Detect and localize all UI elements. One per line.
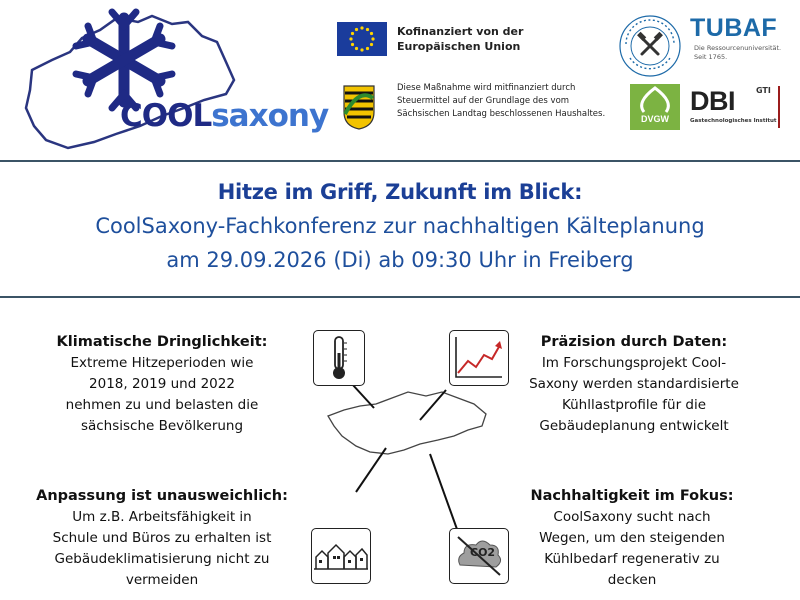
eu-cofinancing-text	[397, 24, 607, 54]
saxony-funding-text	[397, 82, 637, 121]
tubaf-seal-icon	[618, 14, 682, 78]
saxony-line-3: Sächsischen Landtag beschlossenen Haushaltes.	[397, 109, 606, 119]
snowflake-saxony-map-icon	[12, 8, 332, 158]
block-heading: Nachhaltigkeit im Fokus:	[530, 488, 734, 504]
title-divider	[0, 296, 800, 298]
block-line: Gebäudeplanung entwickelt	[539, 418, 729, 434]
saxony-line-1: Diese Maßnahme wird mitfinanziert durch	[397, 83, 576, 93]
connector-bl	[356, 448, 386, 492]
block-line: Extreme Hitzeperioden wie	[70, 355, 254, 371]
page-subtitle: CoolSaxony-Fachkonferenz zur nachhaltigen Kälteplanung	[95, 214, 705, 238]
dvgw-label: DVGW	[641, 114, 669, 124]
block-line: 2018, 2019 und 2022	[89, 376, 235, 392]
dvgw-logo	[630, 84, 680, 130]
eu-line-1: Kofinanziert von der	[397, 25, 524, 38]
block-climatic-urgency	[12, 332, 312, 437]
dbi-subtitle: Gastechnologisches Institut	[690, 118, 777, 124]
dbi-name: DBI	[690, 86, 735, 116]
coolsaxony-text-saxony: saxony	[211, 98, 329, 134]
coolsaxony-text-cool: COOL	[120, 98, 212, 134]
block-line: Wegen, um den steigenden	[539, 530, 725, 546]
buildings-icon	[311, 528, 371, 584]
tubaf-name: TUBAF	[690, 14, 778, 42]
saxony-outline-icon	[328, 392, 486, 454]
block-line: decken	[607, 572, 657, 588]
header-logos	[0, 0, 800, 160]
block-line: CoolSaxony sucht nach	[553, 509, 711, 525]
block-line: Kühlbedarf regenerativ zu	[544, 551, 720, 567]
block-line: vermeiden	[125, 572, 199, 588]
block-line: nehmen zu und belasten die	[65, 397, 259, 413]
coolsaxony-logo	[12, 8, 332, 158]
dbi-accent-bar	[778, 86, 780, 128]
block-line: Schule und Büros zu erhalten ist	[52, 530, 272, 546]
connector-tl	[352, 384, 374, 408]
page-title: Hitze im Griff, Zukunft im Blick:	[217, 180, 583, 204]
dvgw-mark-icon	[630, 84, 680, 114]
block-line: Gebäudeklimatisierung nicht zu	[54, 551, 270, 567]
saxony-crest-icon	[342, 84, 376, 130]
block-heading: Klimatische Dringlichkeit:	[56, 334, 268, 350]
eu-line-2: Europäischen Union	[397, 40, 521, 53]
saxony-line-2: Steuermittel auf der Grundlage des vom	[397, 96, 570, 106]
coolsaxony-wordmark	[120, 98, 328, 134]
connector-br	[430, 454, 458, 532]
tubaf-sub-line-1: Die Ressourcenuniversität.	[694, 44, 782, 52]
header-divider	[0, 160, 800, 162]
block-heading: Präzision durch Daten:	[540, 334, 728, 350]
block-sustainability	[480, 486, 784, 591]
tubaf-subtitle	[694, 44, 800, 62]
event-date-location: am 29.09.2026 (Di) ab 09:30 Uhr in Freiberg	[166, 248, 634, 272]
dbi-gti: GTI	[756, 86, 771, 95]
block-line: Im Forschungsprojekt Cool-	[541, 355, 727, 371]
co2-label: CO2	[470, 546, 496, 559]
block-line: Kühllastprofile für die	[561, 397, 707, 413]
block-line: Saxony werden standardisierte	[529, 376, 739, 392]
block-heading: Anpassung ist unausweichlich:	[36, 488, 288, 504]
thermometer-icon	[313, 330, 365, 386]
block-adaptation	[12, 486, 312, 591]
tubaf-sub-line-2: Seit 1765.	[694, 53, 728, 61]
block-line: Um z.B. Arbeitsfähigkeit in	[72, 509, 252, 525]
block-precision-data	[478, 332, 790, 437]
eu-flag-icon	[337, 22, 387, 56]
block-line: sächsische Bevölkerung	[80, 418, 244, 434]
dbi-logo	[690, 82, 782, 134]
